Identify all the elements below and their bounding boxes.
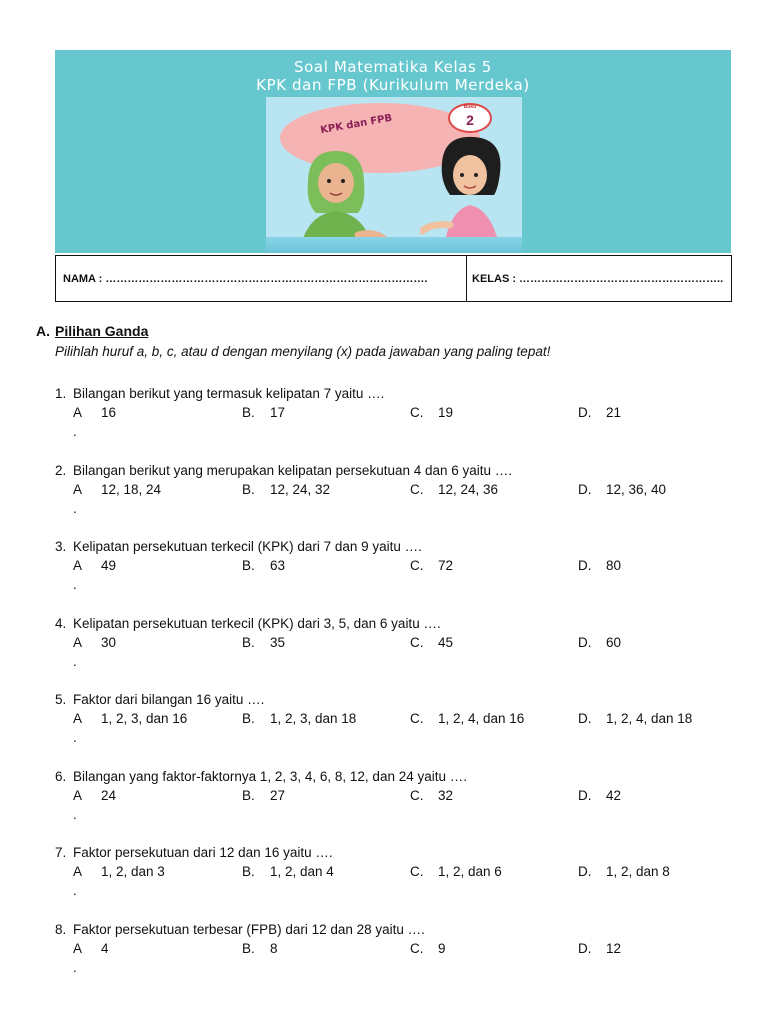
option-d-label: D. (578, 635, 592, 650)
option-d-value: 12, 36, 40 (606, 482, 667, 497)
option-c-value: 1, 2, 4, dan 16 (438, 711, 525, 726)
question-stem (55, 769, 735, 784)
option-a-label: A (73, 558, 83, 573)
option-c[interactable] (410, 405, 453, 420)
option-c-label: C. (410, 711, 424, 726)
option-c-value: 1, 2, dan 6 (438, 864, 502, 879)
question-number: 5. (55, 692, 67, 707)
option-c[interactable] (410, 482, 498, 497)
girl-illustration (420, 133, 520, 253)
name-field: NAMA : ……………………………………………………………………………. (56, 256, 467, 301)
option-b[interactable] (242, 405, 285, 420)
option-b-value: 27 (270, 788, 286, 803)
option-c-value: 72 (438, 558, 454, 573)
option-a-label: A (73, 941, 83, 956)
option-a-period: . (73, 807, 77, 822)
option-d-value: 42 (606, 788, 622, 803)
cover-badge (448, 103, 492, 133)
option-c[interactable] (410, 635, 453, 650)
question-number: 2. (55, 463, 67, 478)
option-d-label: D. (578, 482, 592, 497)
option-d[interactable] (578, 864, 670, 879)
option-a[interactable] (73, 711, 187, 726)
answer-options (55, 941, 735, 959)
option-b-label: B. (242, 788, 255, 803)
option-a-period: . (73, 960, 77, 975)
question-stem (55, 922, 735, 937)
question-number: 3. (55, 539, 67, 554)
option-b[interactable] (242, 558, 285, 573)
section-letter: A. (36, 323, 50, 339)
option-c[interactable] (410, 864, 502, 879)
option-a-value: 16 (101, 405, 117, 420)
section-title: Pilihan Ganda (55, 323, 149, 339)
option-b-label: B. (242, 405, 255, 420)
question-number: 1. (55, 386, 67, 401)
banner-title-line2: KPK dan FPB (Kurikulum Merdeka) (256, 76, 530, 94)
option-d-label: D. (578, 711, 592, 726)
option-b[interactable] (242, 788, 285, 803)
option-c-label: C. (410, 635, 424, 650)
option-d-label: D. (578, 788, 592, 803)
option-d-label: D. (578, 864, 592, 879)
question-item (55, 463, 735, 516)
answer-options (55, 405, 735, 423)
option-d-label: D. (578, 941, 592, 956)
option-b[interactable] (242, 941, 278, 956)
option-b[interactable] (242, 711, 356, 726)
option-a-label: A (73, 635, 83, 650)
option-a[interactable] (73, 864, 165, 879)
option-d[interactable] (578, 635, 621, 650)
option-d[interactable] (578, 711, 692, 726)
option-a-label: A (73, 405, 83, 420)
option-a-value: 49 (101, 558, 117, 573)
option-d-value: 80 (606, 558, 622, 573)
option-a-value: 4 (101, 941, 109, 956)
option-a-value: 24 (101, 788, 117, 803)
option-b-value: 12, 24, 32 (270, 482, 331, 497)
cover-badge-number: 2 (466, 112, 474, 128)
option-b-label: B. (242, 864, 255, 879)
option-b[interactable] (242, 635, 285, 650)
option-c-value: 45 (438, 635, 454, 650)
option-c-value: 32 (438, 788, 454, 803)
option-d-value: 1, 2, dan 8 (606, 864, 670, 879)
option-b-value: 1, 2, 3, dan 18 (270, 711, 357, 726)
question-number: 7. (55, 845, 67, 860)
option-b-label: B. (242, 941, 255, 956)
question-text: Kelipatan persekutuan terkecil (KPK) dari 3, 5, dan 6 yaitu …. (73, 616, 441, 631)
question-text: Bilangan yang faktor-faktornya 1, 2, 3, 4, 6, 8, 12, dan 24 yaitu …. (73, 769, 467, 784)
option-a-label: A (73, 711, 83, 726)
book-cover-image (266, 97, 522, 253)
class-field: KELAS : ……………………………………………….. (472, 272, 724, 285)
option-a-period: . (73, 730, 77, 745)
answer-options (55, 864, 735, 882)
option-c-value: 9 (438, 941, 446, 956)
option-d-value: 1, 2, 4, dan 18 (606, 711, 693, 726)
option-a[interactable] (73, 635, 116, 650)
option-c-label: C. (410, 788, 424, 803)
student-identity-box (55, 255, 732, 302)
option-b-label: B. (242, 711, 255, 726)
header-banner (55, 50, 731, 253)
option-a-value: 1, 2, 3, dan 16 (101, 711, 188, 726)
option-c-label: C. (410, 941, 424, 956)
question-stem (55, 463, 735, 478)
option-a-value: 1, 2, dan 3 (101, 864, 165, 879)
option-a-period: . (73, 424, 77, 439)
option-a[interactable] (73, 941, 109, 956)
option-d-value: 60 (606, 635, 622, 650)
question-stem (55, 616, 735, 631)
option-d[interactable] (578, 482, 666, 497)
option-d[interactable] (578, 941, 621, 956)
option-b-value: 63 (270, 558, 286, 573)
option-a-value: 30 (101, 635, 117, 650)
question-text: Faktor persekutuan terbesar (FPB) dari 12 dan 28 yaitu …. (73, 922, 425, 937)
option-a[interactable] (73, 405, 116, 420)
question-item (55, 922, 735, 975)
banner-title-line1: Soal Matematika Kelas 5 (294, 58, 492, 76)
cover-title: KPK dan FPB (319, 112, 394, 137)
option-b-value: 8 (270, 941, 278, 956)
option-a[interactable] (73, 788, 116, 803)
option-a-label: A (73, 788, 83, 803)
option-b[interactable] (242, 482, 330, 497)
option-b-label: B. (242, 635, 255, 650)
question-item (55, 769, 735, 822)
option-c-label: C. (410, 864, 424, 879)
question-item (55, 616, 735, 669)
question-number: 6. (55, 769, 67, 784)
question-number: 4. (55, 616, 67, 631)
option-a-period: . (73, 883, 77, 898)
answer-options (55, 788, 735, 806)
option-c-label: C. (410, 558, 424, 573)
question-text: Bilangan berikut yang merupakan kelipatan persekutuan 4 dan 6 yaitu …. (73, 463, 513, 478)
option-b-value: 35 (270, 635, 286, 650)
question-item (55, 386, 735, 439)
answer-options (55, 711, 735, 729)
answer-options (55, 635, 735, 653)
option-b-label: B. (242, 482, 255, 497)
option-a-period: . (73, 654, 77, 669)
option-b[interactable] (242, 864, 334, 879)
option-a-label: A (73, 864, 83, 879)
question-text: Faktor dari bilangan 16 yaitu …. (73, 692, 265, 707)
question-number: 8. (55, 922, 67, 937)
question-item (55, 692, 735, 745)
option-d-label: D. (578, 558, 592, 573)
option-d-label: D. (578, 405, 592, 420)
question-text: Kelipatan persekutuan terkecil (KPK) dari 7 dan 9 yaitu …. (73, 539, 422, 554)
question-stem (55, 539, 735, 554)
option-a[interactable] (73, 482, 161, 497)
cover-waves (266, 237, 522, 253)
question-text: Bilangan berikut yang termasuk kelipatan 7 yaitu …. (73, 386, 385, 401)
answer-options (55, 558, 735, 576)
answer-options (55, 482, 735, 500)
section-instruction: Pilihlah huruf a, b, c, atau d dengan menyilang (x) pada jawaban yang paling tepat! (55, 344, 551, 359)
option-b-value: 1, 2, dan 4 (270, 864, 334, 879)
option-c[interactable] (410, 788, 453, 803)
question-item (55, 845, 735, 898)
option-b-value: 17 (270, 405, 286, 420)
option-d[interactable] (578, 558, 621, 573)
option-c-value: 12, 24, 36 (438, 482, 499, 497)
question-text: Faktor persekutuan dari 12 dan 16 yaitu …. (73, 845, 333, 860)
option-d[interactable] (578, 405, 621, 420)
question-stem (55, 386, 735, 401)
question-item (55, 539, 735, 592)
cover-badge-label: Buku (463, 104, 477, 110)
option-a-period: . (73, 501, 77, 516)
option-c-label: C. (410, 405, 424, 420)
option-d-value: 21 (606, 405, 622, 420)
option-a-value: 12, 18, 24 (101, 482, 162, 497)
section-heading (36, 323, 148, 339)
option-a-label: A (73, 482, 83, 497)
option-c-value: 19 (438, 405, 454, 420)
option-d[interactable] (578, 788, 621, 803)
option-c[interactable] (410, 941, 446, 956)
option-a-period: . (73, 577, 77, 592)
option-a[interactable] (73, 558, 116, 573)
question-stem (55, 692, 735, 707)
question-stem (55, 845, 735, 860)
option-d-value: 12 (606, 941, 622, 956)
option-c-label: C. (410, 482, 424, 497)
option-c[interactable] (410, 711, 524, 726)
option-c[interactable] (410, 558, 453, 573)
option-b-label: B. (242, 558, 255, 573)
